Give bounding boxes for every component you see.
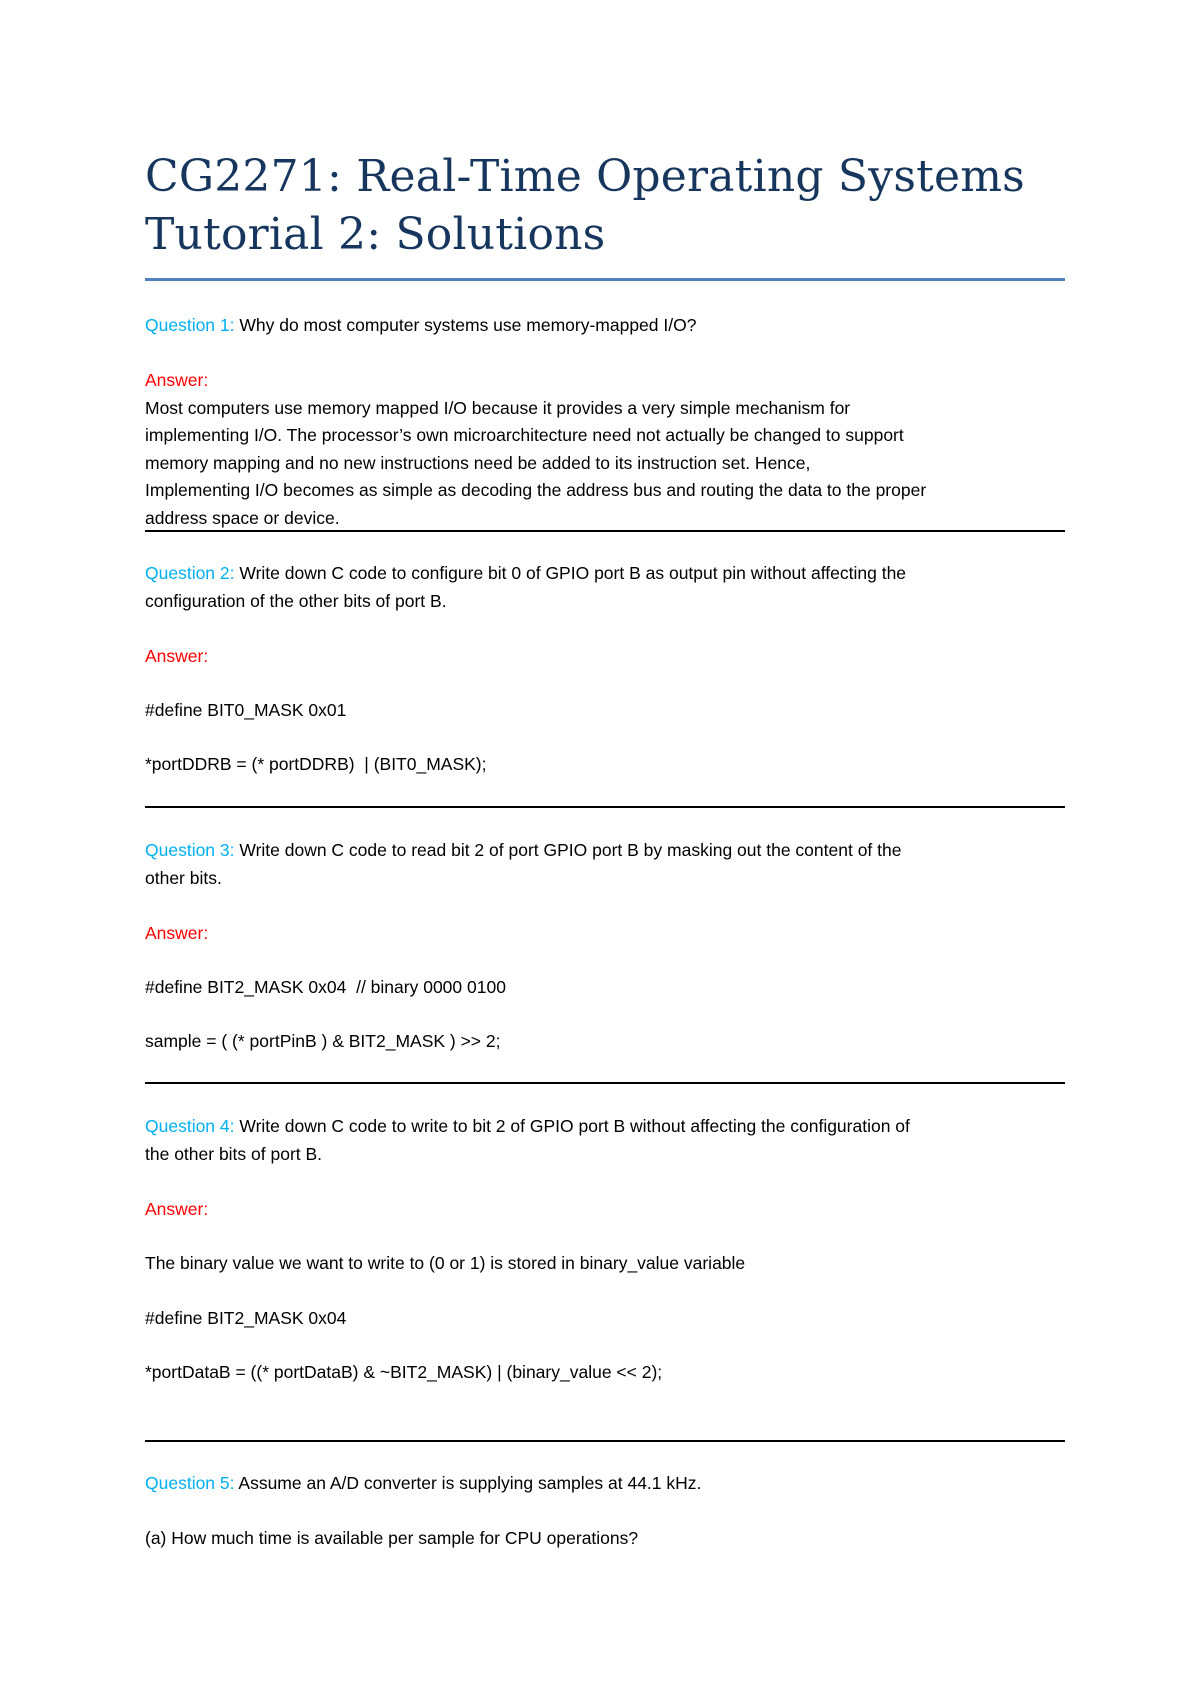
- question-5-part-a-text: (a) How much time is available per sample for CPU operations?: [145, 1528, 639, 1548]
- answer-1-line-3: memory mapping and no new instructions need be added to its instruction set. Hence,: [145, 452, 811, 473]
- question-3-prompt-line-2: other bits.: [145, 867, 222, 888]
- question-2-prompt-line-1: [145, 560, 1065, 588]
- answer-1: [145, 367, 1065, 532]
- question-5-text: Assume an A/D converter is supplying samples at 44.1 kHz.: [234, 1473, 702, 1493]
- answer-2-code-line-2: *portDDRB = (* portDDRB) | (BIT0_MASK);: [145, 754, 487, 774]
- answer-3-code-line-2: sample = ( (* portPinB ) & BIT2_MASK ) >> 2;: [145, 1031, 501, 1051]
- answer-2: [145, 643, 1065, 671]
- answer-3-code-2-block: [145, 1028, 1065, 1056]
- section-divider-1: [145, 530, 1065, 532]
- question-5-label: Question 5:: [145, 1473, 235, 1493]
- question-5-prompt: [145, 1470, 1065, 1498]
- question-3-label: Question 3:: [145, 840, 235, 860]
- answer-4-text: The binary value we want to write to (0 or 1) is stored in binary_value variable: [145, 1253, 746, 1273]
- question-1-prompt: [145, 312, 1065, 340]
- answer-4-code-2-block: [145, 1359, 1065, 1387]
- question-1-text: Why do most computer systems use memory-mapped I/O?: [234, 315, 697, 335]
- answer-4-code-line-1: #define BIT2_MASK 0x04: [145, 1308, 347, 1328]
- title-line-1: CG2271: Real-Time Operating Systems: [145, 151, 1025, 202]
- answer-3-label: Answer:: [145, 923, 209, 943]
- answer-3: [145, 920, 1065, 948]
- answer-2-label: Answer:: [145, 646, 209, 666]
- section-divider-3: [145, 1082, 1065, 1084]
- question-1-label: Question 1:: [145, 315, 235, 335]
- answer-4-label: Answer:: [145, 1199, 209, 1219]
- question-4-text-1: Write down C code to write to bit 2 of GPIO port B without affecting the configuration of: [234, 1116, 910, 1136]
- question-4-label: Question 4:: [145, 1116, 235, 1136]
- question-4: [145, 1113, 1065, 1168]
- answer-4-code-line-2: *portDataB = ((* portDataB) & ~BIT2_MASK) | (binary_value << 2);: [145, 1362, 663, 1382]
- answer-1-line-2: implementing I/O. The processor’s own microarchitecture need not actually be changed to support: [145, 425, 904, 445]
- question-2-text-1: Write down C code to configure bit 0 of GPIO port B as output pin without affecting the: [234, 563, 907, 583]
- question-2-prompt-line-2: configuration of the other bits of port B.: [145, 590, 447, 611]
- question-4-prompt-line-1: [145, 1113, 1065, 1141]
- answer-3-code-line-1: #define BIT2_MASK 0x04 // binary 0000 0100: [145, 977, 506, 997]
- question-3-text-1: Write down C code to read bit 2 of port GPIO port B by masking out the content of the: [234, 840, 902, 860]
- answer-3-code-1-block: [145, 974, 1065, 1002]
- question-4-prompt-line-2: the other bits of port B.: [145, 1143, 323, 1164]
- answer-2-code-1-block: [145, 697, 1065, 725]
- answer-4-text-block: [145, 1250, 1065, 1278]
- question-5-part-a: [145, 1525, 1065, 1553]
- question-2-label: Question 2:: [145, 563, 235, 583]
- section-divider-2: [145, 806, 1065, 808]
- section-divider-4: [145, 1440, 1065, 1442]
- answer-1-line-5: address space or device.: [145, 507, 340, 528]
- title-line-2: Tutorial 2: Solutions: [145, 209, 606, 260]
- answer-2-code-line-1: #define BIT0_MASK 0x01: [145, 700, 347, 720]
- answer-1-line-4: Implementing I/O becomes as simple as decoding the address bus and routing the data to the proper: [145, 480, 927, 500]
- answer-1-line-1: Most computers use memory mapped I/O because it provides a very simple mechanism for: [145, 397, 851, 418]
- title-underline: [145, 278, 1065, 281]
- question-3: [145, 837, 1065, 892]
- question-2: [145, 560, 1065, 615]
- question-5: [145, 1470, 1065, 1498]
- question-3-prompt-line-1: [145, 837, 1065, 865]
- answer-1-label: Answer:: [145, 370, 209, 390]
- document-title: [145, 148, 1065, 264]
- answer-4-code-1-block: [145, 1305, 1065, 1333]
- question-1: [145, 312, 1065, 340]
- answer-4: [145, 1196, 1065, 1224]
- answer-2-code-2-block: [145, 751, 1065, 779]
